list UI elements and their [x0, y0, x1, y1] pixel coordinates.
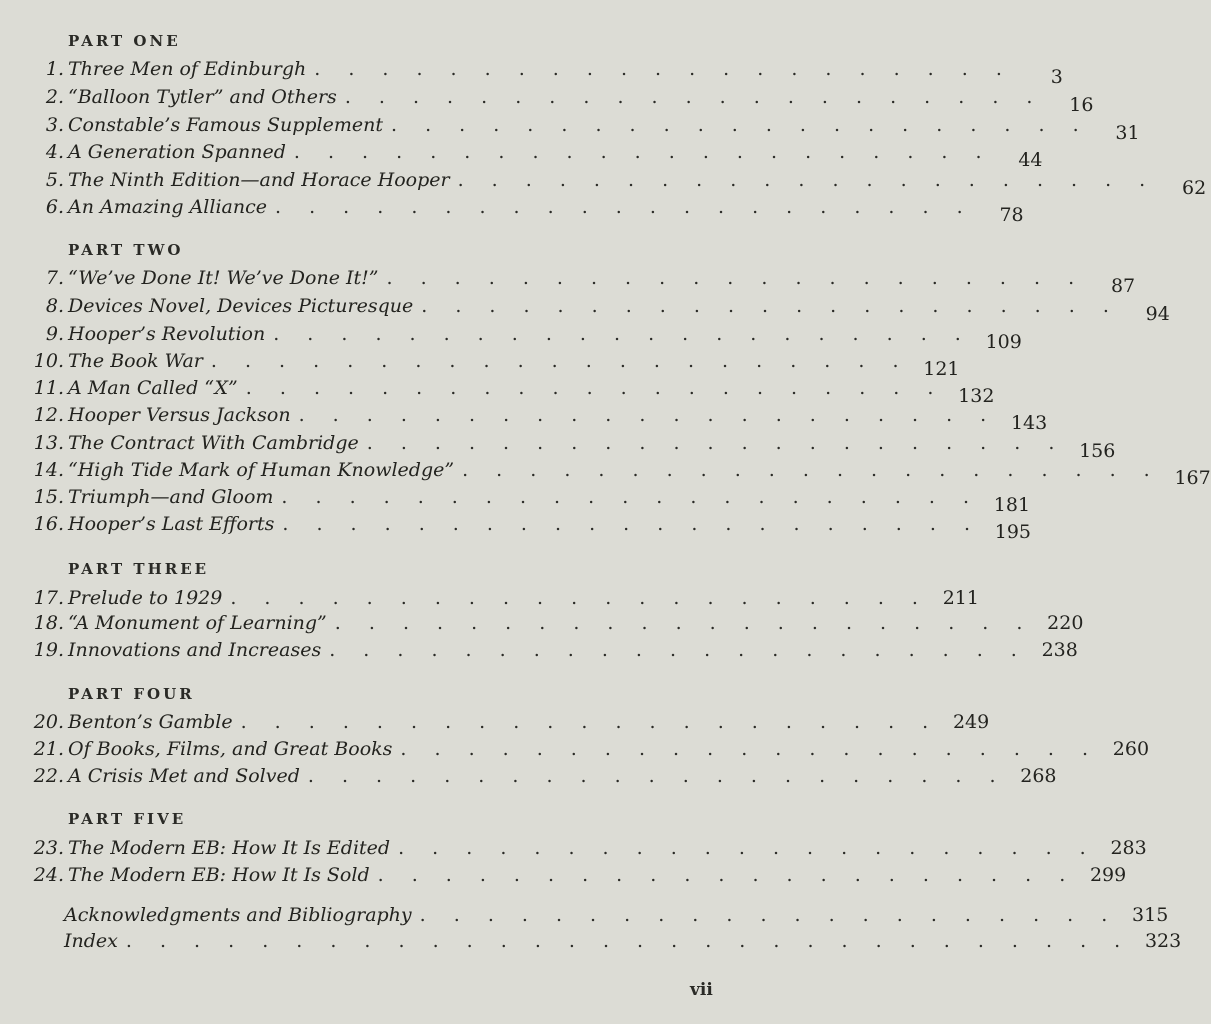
toc-entry: 8. Devices Novel, Devices Picturesque . . . . . . . . . . . . . . . . . . . . . 94 [45, 295, 1170, 325]
part-heading: PART FOUR [68, 685, 195, 703]
toc-entry: 6. An Amazing Alliance . . . . . . . . . . . . . . . . . . . . . 78 [45, 196, 1024, 226]
toc-entry: 18. “A Monument of Learning” . . . . . . . . . . . . . . . . . . . . . 220 [33, 612, 1084, 634]
part-heading: PART ONE [68, 32, 181, 50]
toc-entry: 2. “Balloon Tytler” and Others . . . . . . . . . . . . . . . . . . . . . 16 [45, 86, 1094, 116]
part-heading: PART THREE [68, 560, 210, 578]
toc-entry: 13. The Contract With Cambridge . . . . . . . . . . . . . . . . . . . . . 156 [33, 432, 1116, 462]
toc-entry: 20. Benton’s Gamble . . . . . . . . . . . . . . . . . . . . . 249 [33, 711, 990, 733]
part-heading: PART TWO [68, 241, 184, 259]
toc-entry: 11. A Man Called “X” . . . . . . . . . . . . . . . . . . . . . 132 [33, 377, 995, 407]
toc-entry: 19. Innovations and Increases . . . . . . . . . . . . . . . . . . . . . 238 [33, 639, 1078, 661]
toc-entry: 14. “High Tide Mark of Human Knowledge” . . . . . . . . . . . . . . . . . . . . . 167 [33, 459, 1211, 489]
toc-entry-back-matter: Index . . . . . . . . . . . . . . . . . . . . . . . . . . . . . . 323 [64, 930, 1182, 952]
toc-entry: 9. Hooper’s Revolution . . . . . . . . . . . . . . . . . . . . . 109 [45, 323, 1022, 353]
page-number: vii [690, 980, 713, 1000]
toc-entry: 1. Three Men of Edinburgh . . . . . . . . . . . . . . . . . . . . . 3 [45, 58, 1063, 88]
toc-entry: 22. A Crisis Met and Solved . . . . . . . . . . . . . . . . . . . . . 268 [33, 765, 1057, 787]
toc-entry: 24. The Modern EB: How It Is Sold . . . . . . . . . . . . . . . . . . . . . 299 [33, 864, 1127, 886]
toc-entry: 16. Hooper’s Last Efforts . . . . . . . . . . . . . . . . . . . . . 195 [33, 513, 1031, 543]
toc-entry: 12. Hooper Versus Jackson . . . . . . . . . . . . . . . . . . . . . 143 [33, 404, 1048, 434]
toc-entry-back-matter: Acknowledgments and Bibliography . . . . . . . . . . . . . . . . . . . . . 315 [64, 904, 1169, 926]
part-heading: PART FIVE [68, 810, 187, 828]
toc-entry: 17. Prelude to 1929 . . . . . . . . . . . . . . . . . . . . . 211 [33, 587, 979, 609]
toc-entry: 7. “We’ve Done It! We’ve Done It!” . . . . . . . . . . . . . . . . . . . . . 87 [45, 267, 1136, 297]
toc-entry: 15. Triumph—and Gloom . . . . . . . . . . . . . . . . . . . . . 181 [33, 486, 1031, 516]
toc-entry: 5. The Ninth Edition—and Horace Hooper . . . . . . . . . . . . . . . . . . . . . 62 [45, 169, 1207, 199]
toc-entry: 21. Of Books, Films, and Great Books . . . . . . . . . . . . . . . . . . . . . 260 [33, 738, 1150, 760]
toc-entry: 23. The Modern EB: How It Is Edited . . . . . . . . . . . . . . . . . . . . . 283 [33, 837, 1147, 859]
toc-entry: 3. Constable’s Famous Supplement . . . . . . . . . . . . . . . . . . . . . 31 [45, 114, 1140, 144]
toc-entry: 10. The Book War . . . . . . . . . . . . . . . . . . . . . 121 [33, 350, 960, 380]
toc-entry: 4. A Generation Spanned . . . . . . . . . . . . . . . . . . . . . 44 [45, 141, 1043, 171]
